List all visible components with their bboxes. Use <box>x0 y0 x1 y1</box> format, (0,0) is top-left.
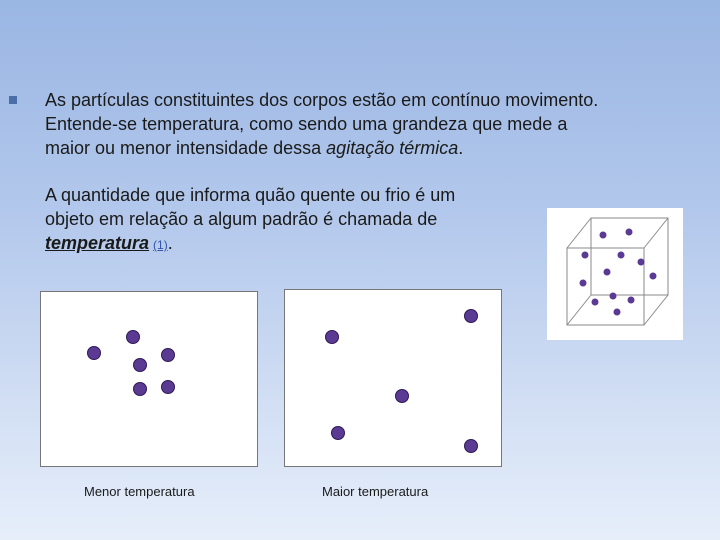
cube-front-face <box>567 248 644 325</box>
particle-dot <box>626 229 633 236</box>
particle-dot <box>126 330 140 344</box>
particle-dot <box>464 309 478 323</box>
paragraph-temperature-definition <box>45 183 515 257</box>
paragraph-agitation <box>45 88 665 160</box>
particle-dot <box>133 358 147 372</box>
particle-dot <box>638 259 645 266</box>
particle-dot <box>618 252 625 259</box>
particle-cube-illustration <box>547 208 683 340</box>
cube-graphic <box>547 208 683 340</box>
cube-edge <box>567 295 591 325</box>
paragraph-end: . <box>167 233 173 253</box>
paragraph-line: A quantidade que informa quão quente ou frio é um <box>45 185 456 205</box>
particle-dot <box>610 293 617 300</box>
particle-dot <box>582 252 589 259</box>
particle-dot <box>600 232 607 239</box>
particle-dot <box>87 346 101 360</box>
particle-dot <box>628 297 635 304</box>
particle-dot <box>604 269 611 276</box>
particle-dot <box>395 389 409 403</box>
cube-edge <box>567 218 591 248</box>
paragraph-end: . <box>458 138 464 158</box>
low-temperature-caption: Menor temperatura <box>84 484 195 499</box>
particle-dot <box>650 273 657 280</box>
paragraph-line: Entende-se temperatura, como sendo uma grandeza que mede a <box>45 114 568 134</box>
particle-dot <box>614 309 621 316</box>
paragraph-line <box>45 136 665 160</box>
paragraph-line: As partículas constituintes dos corpos estão em contínuo movimento. <box>45 90 599 110</box>
particle-dot <box>580 280 587 287</box>
paragraph-line <box>45 231 515 257</box>
particle-dot <box>133 382 147 396</box>
particle-dot <box>592 299 599 306</box>
paragraph-line-text: maior ou menor intensidade dessa <box>45 138 327 158</box>
temperature-term: temperatura <box>45 233 150 253</box>
cube-edge <box>644 295 668 325</box>
low-temperature-panel <box>40 291 258 467</box>
particle-dot <box>161 348 175 362</box>
paragraph-line: objeto em relação a algum padrão é chamada de <box>45 209 438 229</box>
particle-dot <box>331 426 345 440</box>
thermal-agitation-emphasis: agitação térmica <box>326 138 459 158</box>
particle-dot <box>161 380 175 394</box>
bullet-marker <box>9 96 17 104</box>
cube-edge <box>644 218 668 248</box>
particle-dot <box>464 439 478 453</box>
high-temperature-caption: Maior temperatura <box>322 484 429 499</box>
particle-dot <box>325 330 339 344</box>
reference-link[interactable]: (1) <box>153 238 168 252</box>
high-temperature-panel <box>284 289 502 467</box>
